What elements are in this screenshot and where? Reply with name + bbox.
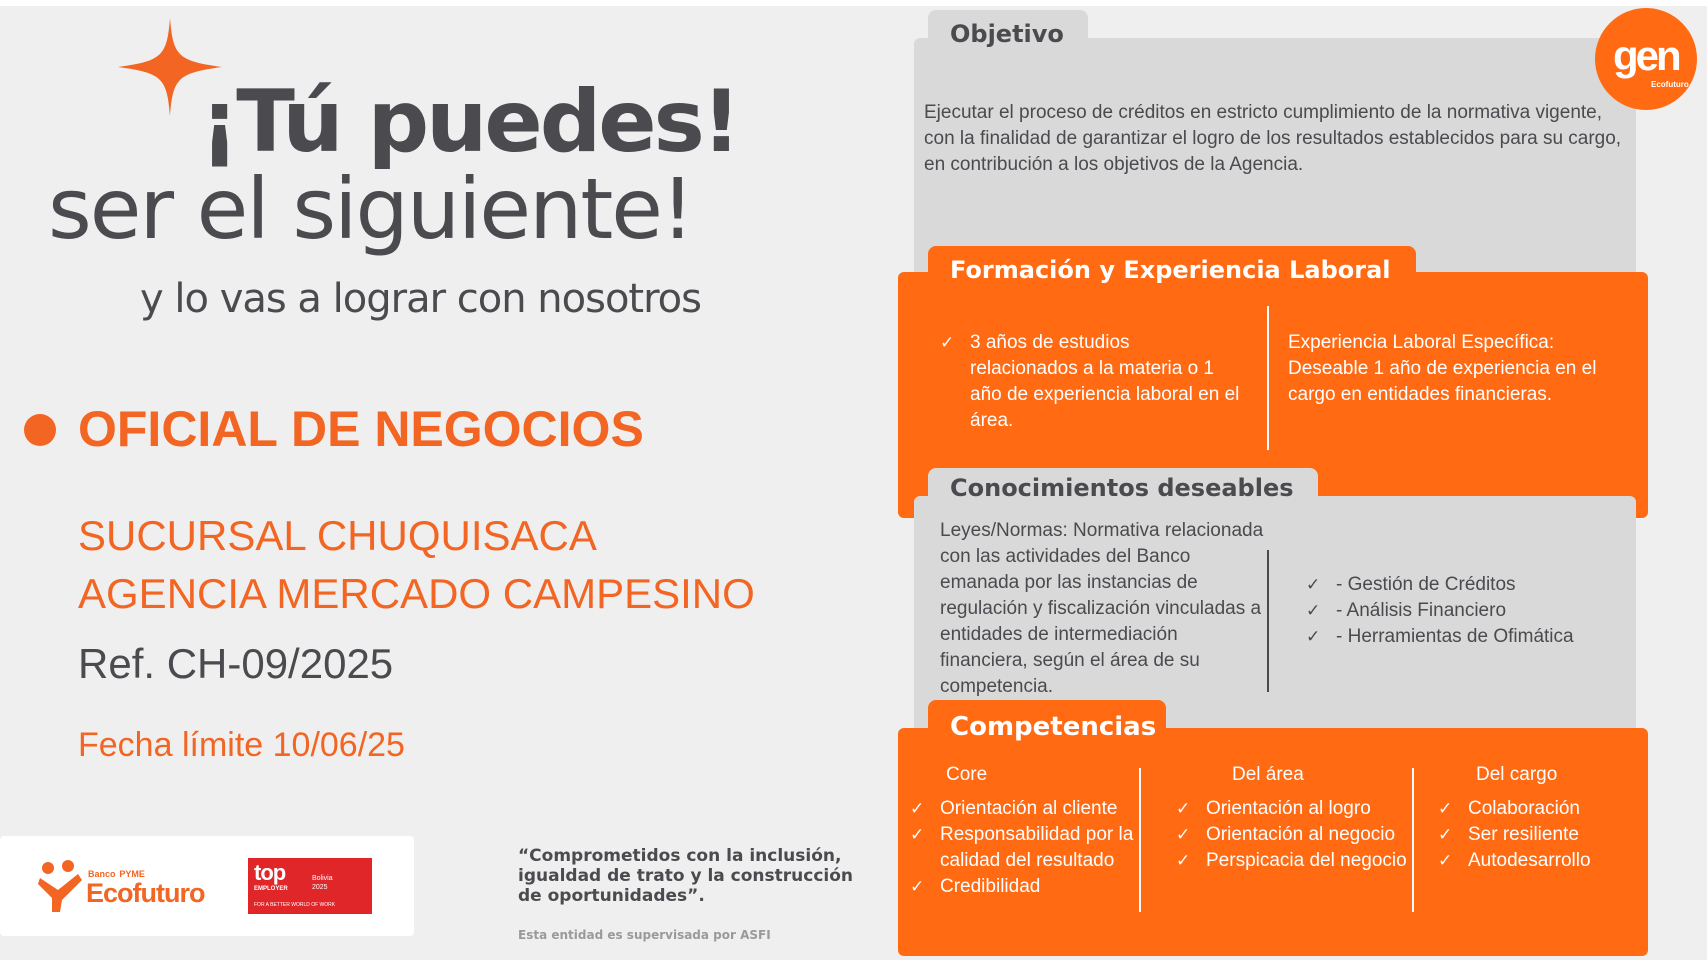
competencias-title: Competencias <box>950 712 1157 742</box>
check-icon: ✓ <box>1306 575 1321 594</box>
list-item: ✓ - Gestión de Créditos <box>1306 572 1626 598</box>
check-icon: ✓ <box>940 333 955 352</box>
hero-headline: ¡Tú puedes! <box>200 72 739 172</box>
column-heading-area: Del área <box>1232 764 1304 785</box>
competencias-area-list <box>1176 796 1416 874</box>
job-title: OFICIAL DE NEGOCIOS <box>78 401 644 457</box>
check-icon: ✓ <box>910 799 925 818</box>
conocimientos-title: Conocimientos deseables <box>950 474 1294 502</box>
check-icon: ✓ <box>1176 825 1191 844</box>
bank-label: Banco PYME <box>88 869 145 879</box>
ecofuturo-logo-icon <box>38 860 84 912</box>
formacion-experience: Experiencia Laboral Específica: Deseable 1 año de experiencia en el cargo en entidades financieras. <box>1288 332 1597 405</box>
gen-logo: gen Ecofuturo <box>1595 8 1697 110</box>
competencias-cargo-list <box>1438 796 1638 874</box>
list-item: ✓ Orientación al negocio <box>1176 822 1416 848</box>
competencias-core-list <box>910 796 1140 900</box>
divider <box>1139 768 1141 912</box>
inclusion-quote: “Comprometidos con la inclusión, igualdad de trato y la construcción de oportunidades”. <box>518 846 854 906</box>
list-item: ✓ Orientación al logro <box>1176 796 1416 822</box>
list-item: ✓ Orientación al cliente <box>910 796 1140 822</box>
hero-tagline: y lo vas a lograr con nosotros <box>140 276 701 322</box>
check-icon: ✓ <box>1176 851 1191 870</box>
divider <box>1267 306 1269 450</box>
list-item: ✓ Responsabilidad por la calidad del resultado <box>910 824 1134 871</box>
bullet-dot <box>24 414 56 446</box>
list-item: ✓ 3 años de estudios relacionados a la materia o 1 año de experiencia laboral en el área. <box>940 332 1240 431</box>
formacion-title: Formación y Experiencia Laboral <box>950 256 1391 284</box>
check-icon: ✓ <box>910 825 925 844</box>
top-employer-badge: top EMPLOYER Bolivia 2025 FOR A BETTER WORLD OF WORK <box>248 858 372 914</box>
divider <box>1412 768 1414 912</box>
conocimientos-text: Leyes/Normas: Normativa relacionada con las actividades del Banco emanada por las instancias de regulación y fiscalización vinculadas a entidades de intermediación financiera, según el área de su competencia. <box>940 520 1264 697</box>
list-item: ✓ Ser resiliente <box>1438 822 1638 848</box>
hero-subheadline: ser el siguiente! <box>48 160 693 258</box>
bank-name: Ecofuturo <box>86 878 205 908</box>
conocimientos-list <box>1306 572 1626 650</box>
check-icon: ✓ <box>1438 799 1453 818</box>
supervision-note: Esta entidad es supervisada por ASFI <box>518 928 771 942</box>
check-icon: ✓ <box>1438 825 1453 844</box>
list-item: ✓ Perspicacia del negocio <box>1176 848 1416 874</box>
list-item: ✓ - Análisis Financiero <box>1306 598 1626 624</box>
reference-code: Ref. CH-09/2025 <box>78 640 394 687</box>
deadline: Fecha límite 10/06/25 <box>78 726 405 764</box>
check-icon: ✓ <box>910 877 925 896</box>
check-icon: ✓ <box>1306 627 1321 646</box>
agency-name: AGENCIA MERCADO CAMPESINO <box>78 570 755 617</box>
list-item: ✓ Colaboración <box>1438 796 1638 822</box>
check-icon: ✓ <box>1176 799 1191 818</box>
list-item: ✓ Autodesarrollo <box>1438 848 1638 874</box>
divider <box>1267 550 1269 692</box>
column-heading-core: Core <box>946 764 988 785</box>
column-heading-cargo: Del cargo <box>1476 764 1558 785</box>
list-item: ✓ - Herramientas de Ofimática <box>1306 624 1626 650</box>
check-icon: ✓ <box>1306 601 1321 620</box>
formacion-requirements <box>940 330 1240 434</box>
objetivo-title: Objetivo <box>950 20 1064 48</box>
branch-name: SUCURSAL CHUQUISACA <box>78 512 597 559</box>
list-item: ✓ Credibilidad <box>910 874 1140 900</box>
objetivo-text: Ejecutar el proceso de créditos en estricto cumplimiento de la normativa vigente, con la finalidad de garantizar el logro de los resultados establecidos para su cargo, en contribución a los objetivos de la Agencia. <box>924 102 1622 175</box>
check-icon: ✓ <box>1438 851 1453 870</box>
